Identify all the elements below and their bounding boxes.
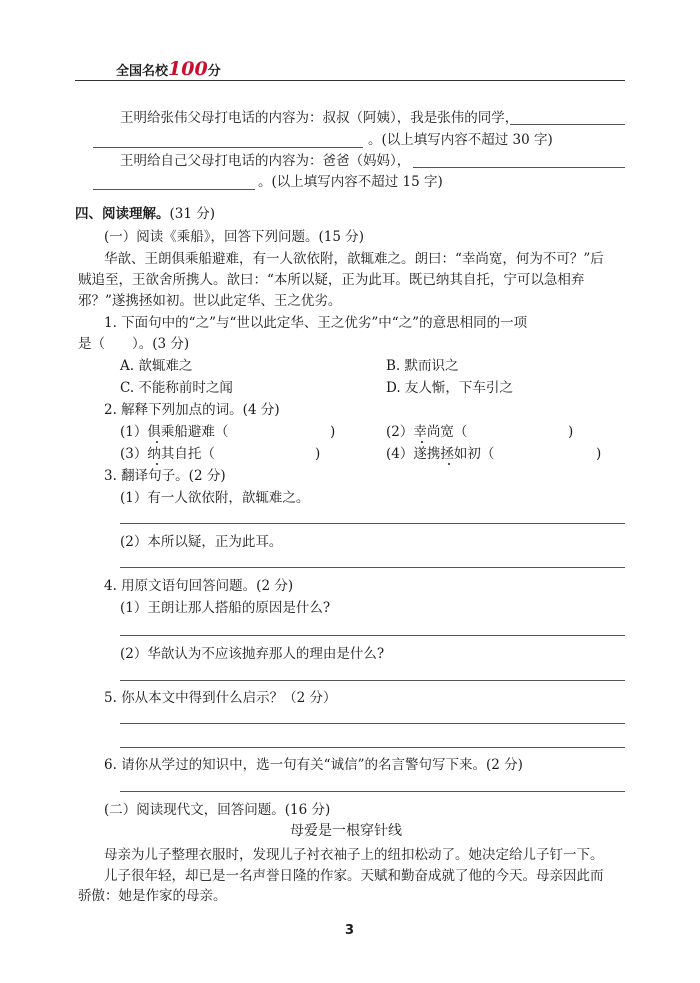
- passage-line-2: 贼追至，王欲舍所携人。歆曰：“本所以疑，正为此耳。既已纳其自托，宁可以急相弃: [78, 272, 585, 288]
- q2-close-2: ): [568, 424, 574, 440]
- passage-line-3: 邪？”遂携拯如初。世以此定华、王之优劣。: [78, 293, 342, 309]
- q4-stem: 4. 用原文语句回答问题。(2 分): [104, 578, 294, 594]
- q2-close-3: ): [315, 446, 321, 462]
- page-number: 3: [345, 923, 355, 938]
- q1-option-b[interactable]: B. 默而识之: [386, 358, 459, 374]
- brand-right: 分: [207, 64, 221, 79]
- answer-line-q6[interactable]: [120, 791, 625, 792]
- emphasis-dot-3: [156, 463, 158, 465]
- phone-line-2: [368, 131, 553, 149]
- brand-number: 100: [168, 58, 208, 80]
- q3-sentence-1: (1）有一人欲依附，歆辄难之。: [120, 490, 310, 506]
- q2-close-1: ): [330, 424, 336, 440]
- q1-option-d[interactable]: D. 友人惭，下车引之: [386, 380, 513, 396]
- q2-item-4: (4）遂携拯如初（: [386, 446, 495, 462]
- phone-line-1: [120, 109, 518, 127]
- blank-2b[interactable]: [93, 189, 255, 190]
- blank-1a[interactable]: [510, 124, 625, 125]
- part2-title: (二）阅读现代文，回答问题。(16 分): [104, 802, 331, 818]
- answer-line-q3-2[interactable]: [120, 567, 625, 568]
- phone-line-4: [258, 173, 443, 191]
- q2-item-3: (3）纳其自托（: [120, 446, 215, 462]
- q3-stem: 3. 翻译句子。(2 分): [104, 468, 226, 484]
- emphasis-dot-4: [448, 463, 450, 465]
- answer-line-q3-1[interactable]: [120, 523, 625, 524]
- passage-line-1: 华歆、王朗俱乘船避难，有一人欲依附，歆辄难之。朗曰：“幸尚宽，何为不可？”后: [104, 251, 604, 267]
- answer-line-q5-1[interactable]: [120, 723, 625, 724]
- q2-item-2: (2）幸尚宽（: [386, 424, 468, 440]
- blank-2a[interactable]: [413, 167, 625, 168]
- phone-line-3: [120, 152, 410, 170]
- q1-option-c[interactable]: C. 不能称前时之闻: [120, 380, 233, 396]
- section-title: [75, 205, 215, 223]
- part1-title: (一）阅读《乘船》，回答下列问题。(15 分): [104, 229, 365, 245]
- q4-sub-1: (1）王朗让那人搭船的原因是什么?: [120, 600, 331, 616]
- answer-line-q4-2[interactable]: [120, 680, 625, 681]
- brand-left: 全国名校: [116, 64, 169, 79]
- section-score: (31 分): [169, 206, 216, 222]
- emphasis-dot-2: [421, 441, 423, 443]
- q3-sentence-2: (2）本所以疑，正为此耳。: [120, 534, 283, 550]
- q2-item-1: (1）俱乘船避难（: [120, 424, 229, 440]
- emphasis-dot-1: [156, 441, 158, 443]
- q1-option-a[interactable]: A. 歆辄难之: [120, 358, 193, 374]
- q6-stem: 6. 请你从学过的知识中，选一句有关“诚信”的名言警句写下来。(2 分): [104, 757, 523, 773]
- phone-text-4: 。(以上填写内容不超过 15 字): [258, 174, 443, 190]
- story-line-1: 母亲为儿子整理衣服时，发现儿子衬衣袖子上的纽扣松动了。她决定给儿子钉一下。: [104, 847, 604, 863]
- q1-stem-1: 1. 下面句中的“之”与“世以此定华、王之优劣”中“之”的意思相同的一项: [104, 315, 528, 331]
- q5-stem: 5. 你从本文中得到什么启示？（2 分）: [104, 690, 337, 706]
- phone-text-2: 。(以上填写内容不超过 30 字): [368, 132, 553, 148]
- q2-close-4: ): [596, 446, 602, 462]
- story-line-3: 骄傲：她是作家的母亲。: [78, 888, 227, 904]
- answer-line-q5-2[interactable]: [120, 747, 625, 748]
- story-title: 母爱是一根穿针线: [290, 823, 402, 839]
- q2-stem: 2. 解释下列加点的词。(4 分): [104, 402, 280, 418]
- answer-line-q4-1[interactable]: [120, 635, 625, 636]
- blank-1b[interactable]: [93, 147, 363, 148]
- header-brand: [116, 58, 221, 80]
- q1-stem-2: 是（ ）。(3 分): [78, 336, 190, 352]
- phone-text-3: 王明给自己父母打电话的内容为：爸爸（妈妈），: [120, 153, 411, 169]
- section-heading: 四、阅读理解。: [75, 206, 170, 222]
- phone-text-1: 王明给张伟父母打电话的内容为：叔叔（阿姨），我是张伟的同学，: [120, 110, 519, 126]
- story-line-2: 儿子很年轻，却已是一名声誉日隆的作家。天赋和勤奋成就了他的今天。母亲因此而: [104, 868, 604, 884]
- header-rule: [75, 80, 625, 81]
- q4-sub-2: (2）华歆认为不应该抛弃那人的理由是什么?: [120, 646, 385, 662]
